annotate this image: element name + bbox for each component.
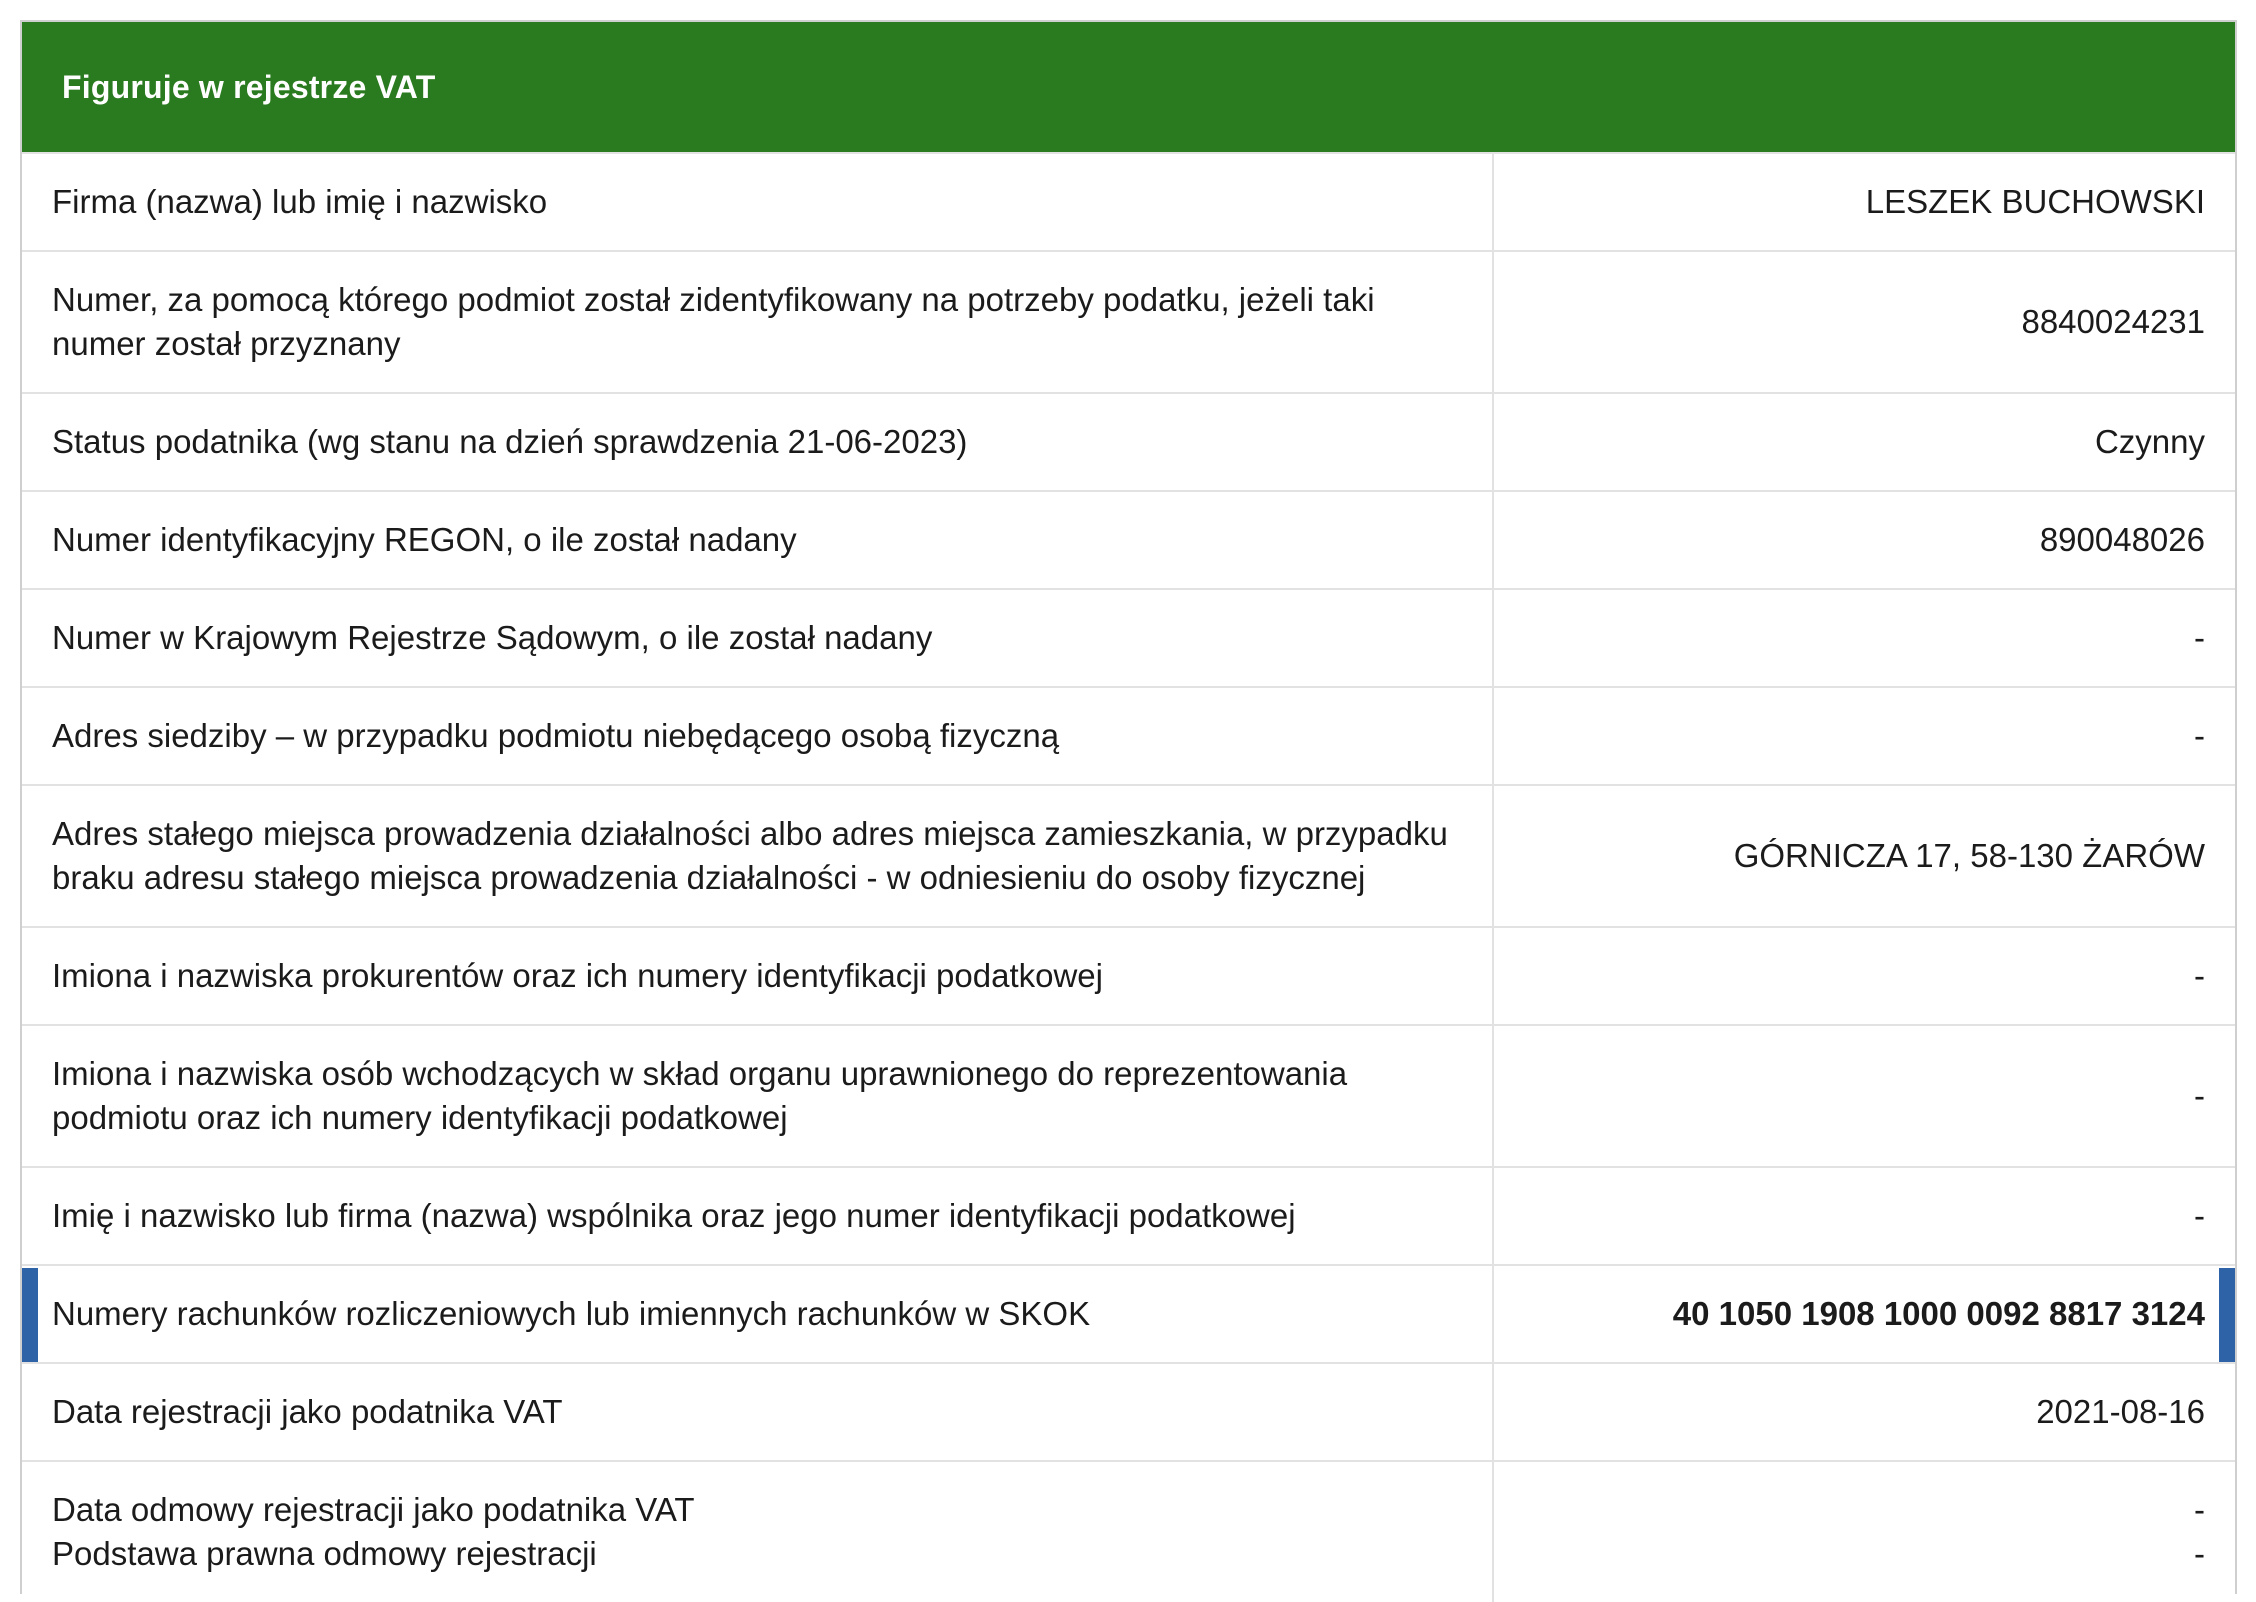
- row-business-address: [22, 784, 2235, 926]
- row-value: 2021-08-16: [2036, 1393, 2205, 1430]
- row-value: 890048026: [2039, 521, 2205, 558]
- row-value: -: [2194, 1535, 2205, 1572]
- row-label: Status podatnika (wg stanu na dzień sprawdzenia 21-06-2023): [22, 394, 1494, 490]
- row-value: -: [2194, 957, 2205, 994]
- row-nip: [22, 250, 2235, 392]
- row-label: Adres siedziby – w przypadku podmiotu niebędącego osobą fizyczną: [22, 688, 1494, 784]
- row-value: -: [2194, 1491, 2205, 1528]
- row-label: Data rejestracji jako podatnika VAT: [22, 1364, 1494, 1460]
- row-registration-date: [22, 1362, 2235, 1460]
- row-value: -: [2194, 1197, 2205, 1234]
- row-value: -: [2194, 717, 2205, 754]
- bank-account-number: 40 1050 1908 1000 0092 8817 3124: [1672, 1295, 2205, 1332]
- row-krs: [22, 588, 2235, 686]
- highlight-accent-right: [2219, 1268, 2235, 1362]
- row-regon: [22, 490, 2235, 588]
- row-label: Imiona i nazwiska prokurentów oraz ich numery identyfikacji podatkowej: [22, 928, 1494, 1024]
- row-value: Czynny: [2094, 423, 2205, 460]
- row-value: -: [2194, 1077, 2205, 1114]
- row-status: [22, 392, 2235, 490]
- row-label: Numer identyfikacyjny REGON, o ile został nadany: [22, 492, 1494, 588]
- row-label: Data odmowy rejestracji jako podatnika VAT: [52, 1491, 695, 1528]
- row-registration-refusal: [22, 1460, 2235, 1602]
- row-label: Numer w Krajowym Rejestrze Sądowym, o ile został nadany: [22, 590, 1494, 686]
- row-registered-address: [22, 686, 2235, 784]
- row-label: Firma (nazwa) lub imię i nazwisko: [22, 154, 1494, 250]
- panel-header: [22, 22, 2235, 152]
- row-partners: [22, 1166, 2235, 1264]
- row-representatives: [22, 1024, 2235, 1166]
- row-label-block: [22, 1462, 1494, 1602]
- row-label: Imię i nazwisko lub firma (nazwa) wspólnika oraz jego numer identyfikacji podatkowej: [22, 1168, 1494, 1264]
- row-value: GÓRNICZA 17, 58-130 ŻARÓW: [1733, 837, 2205, 874]
- panel-title: Figuruje w rejestrze VAT: [62, 68, 436, 105]
- row-value: -: [2194, 619, 2205, 656]
- row-label: Adres stałego miejsca prowadzenia działalności albo adres miejsca zamieszkania, w przypadku braku adresu stałego miejsca prowadzenia działalności - w odniesieniu do osoby fizycznej: [22, 786, 1494, 926]
- row-bank-accounts: [22, 1264, 2235, 1362]
- row-value: LESZEK BUCHOWSKI: [1865, 183, 2205, 220]
- row-label: Numer, za pomocą którego podmiot został zidentyfikowany na potrzeby podatku, jeżeli taki numer został przyznany: [22, 252, 1494, 392]
- row-proxies: [22, 926, 2235, 1024]
- row-label: Imiona i nazwiska osób wchodzących w skład organu uprawnionego do reprezentowania podmiotu oraz ich numery identyfikacji podatkowej: [22, 1026, 1494, 1166]
- row-value-block: [1494, 1462, 2235, 1602]
- row-label: Numery rachunków rozliczeniowych lub imiennych rachunków w SKOK: [22, 1266, 1494, 1362]
- row-company-name: [22, 152, 2235, 250]
- row-value: 8840024231: [2021, 303, 2205, 340]
- row-label: Podstawa prawna odmowy rejestracji: [52, 1535, 597, 1572]
- vat-register-panel: [20, 20, 2237, 1594]
- highlight-accent-left: [22, 1268, 38, 1362]
